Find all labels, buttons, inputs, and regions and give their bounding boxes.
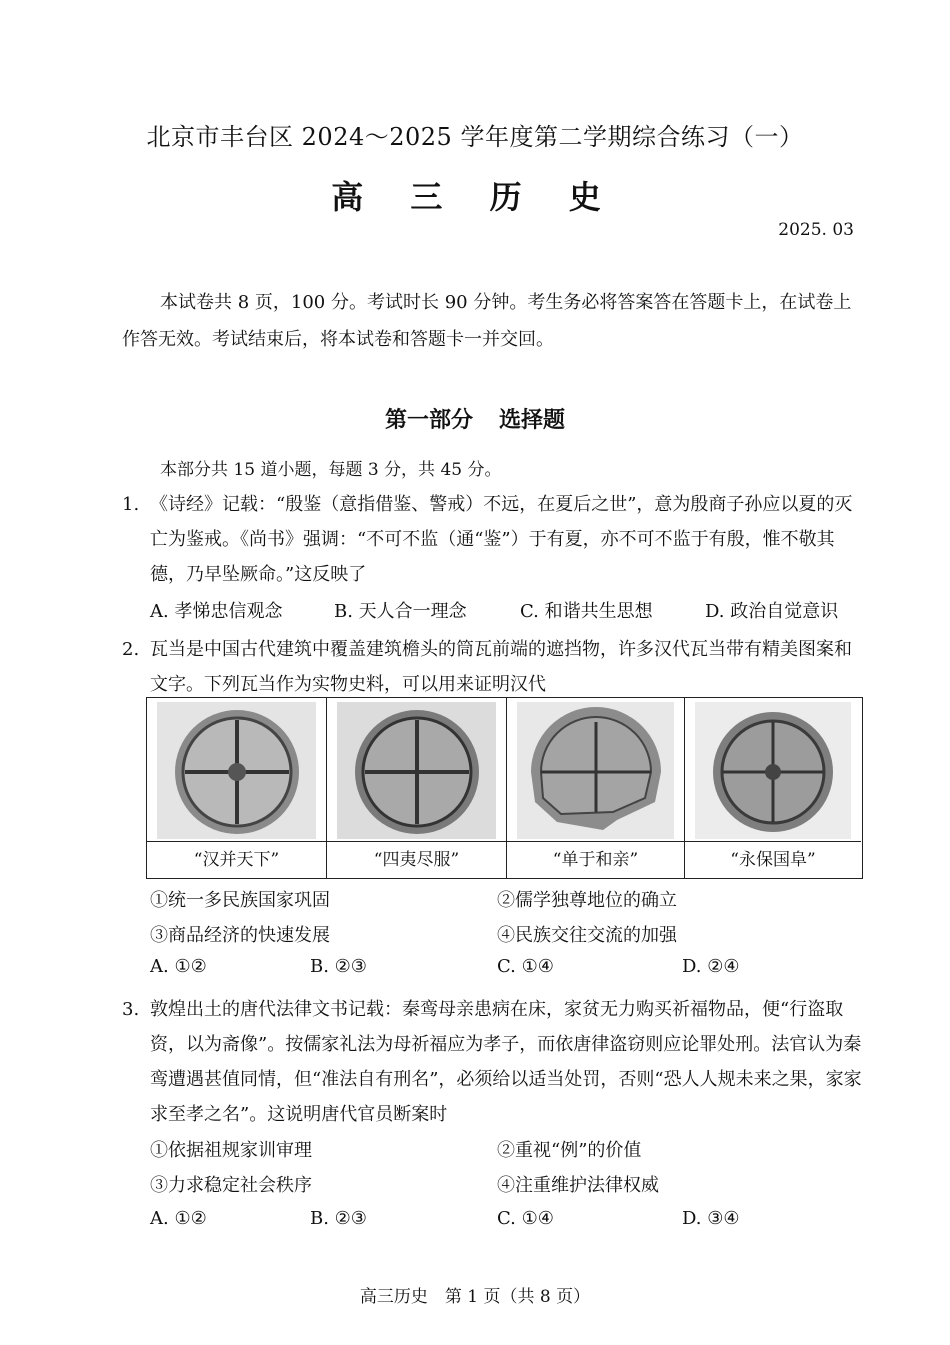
option-d: D. ③④: [682, 1208, 740, 1229]
option-b: B. ②③: [310, 1208, 367, 1229]
tile-end-cell: [507, 698, 685, 878]
section-title: [0, 403, 950, 434]
page-footer: 高三历史 第 1 页（共 8 页）: [359, 1287, 591, 1307]
question-3-options: [150, 1208, 862, 1232]
tile-end-caption: “永保国阜”: [685, 841, 861, 878]
option-c: C. ①④: [497, 956, 554, 977]
question-number: 2.: [122, 639, 140, 660]
tile-end-cell: [327, 698, 507, 878]
tile-end-image: [157, 702, 316, 839]
item-4: ④注重维护法律权威: [497, 1175, 659, 1196]
option-d: D. ②④: [682, 956, 740, 977]
tile-end-image: [337, 702, 496, 839]
item-1: ①统一多民族国家巩固: [150, 890, 330, 911]
item-4: ④民族交往交流的加强: [497, 925, 677, 946]
exam-title: 北京市丰台区 2024～2025 学年度第二学期综合练习（一）: [146, 123, 804, 151]
tile-end-caption: “四夷尽服”: [327, 841, 506, 878]
section-note: 本部分共 15 道小题，每题 3 分，共 45 分。: [160, 460, 502, 480]
question-1: [122, 487, 862, 592]
question-1-options: [150, 597, 862, 621]
tile-end-table: [146, 697, 863, 879]
question-2-items: [150, 886, 862, 946]
option-d: D. 政治自觉意识: [705, 601, 839, 622]
subject-title: 高 三 历 史: [331, 178, 619, 216]
item-2: ②儒学独尊地位的确立: [497, 890, 677, 911]
question-stem: 瓦当是中国古代建筑中覆盖建筑檐头的筒瓦前端的遮挡物，许多汉代瓦当带有精美图案和文字。下列瓦当作为实物史料，可以用来证明汉代: [150, 639, 852, 695]
question-3: [122, 992, 862, 1132]
tile-end-caption: “汉并天下”: [147, 841, 326, 878]
tile-end-cell: [147, 698, 327, 878]
tile-end-caption: “单于和亲”: [507, 841, 684, 878]
item-2: ②重视“例”的价值: [497, 1140, 642, 1161]
exam-date: 2025. 03: [778, 220, 854, 240]
question-2: [122, 632, 862, 702]
item-1: ①依据祖规家训审理: [150, 1140, 312, 1161]
tile-end-image: [517, 702, 674, 839]
question-number: 1.: [122, 494, 140, 515]
question-stem: 《诗经》记载：“殷鉴（意指借鉴、警戒）不远，在夏后之世”，意为殷商子孙应以夏的灭亡为鉴戒。《尚书》强调：“不可不监（通“鉴”）于有夏，亦不可不监于有殷，惟不敬其德，乃早坠厥命。”这反映了: [150, 494, 853, 585]
option-a: A. ①②: [150, 1208, 207, 1229]
question-3-items: [150, 1136, 862, 1196]
option-c: C. 和谐共生思想: [520, 601, 653, 622]
item-3: ③商品经济的快速发展: [150, 925, 330, 946]
option-b: B. ②③: [310, 956, 367, 977]
option-a: A. ①②: [150, 956, 207, 977]
option-c: C. ①④: [497, 1208, 554, 1229]
option-a: A. 孝悌忠信观念: [150, 601, 283, 622]
section-part: 第一部分: [384, 407, 473, 433]
question-number: 3.: [122, 999, 140, 1020]
option-b: B. 天人合一理念: [334, 601, 467, 622]
tile-end-image: [695, 702, 851, 839]
tile-end-cell: [685, 698, 861, 878]
exam-instructions: 本试卷共 8 页，100 分。考试时长 90 分钟。考生务必将答案答在答题卡上，在试卷上作答无效。考试结束后，将本试卷和答题卡一并交回。: [122, 292, 852, 350]
item-3: ③力求稳定社会秩序: [150, 1175, 312, 1196]
section-name: 选择题: [499, 407, 566, 433]
question-stem: 敦煌出土的唐代法律文书记载：秦鸾母亲患病在床，家贫无力购买祈福物品，便“行盗取资，以为斋像”。按儒家礼法为母祈福应为孝子，而依唐律盗窃则应论罪处刑。法官认为秦鸾遭遇甚值同情，但“准法自有刑名”，必须给以适当处罚，否则“恐人人规未来之果，家家求至孝之名”。这说明唐代官员断案时: [150, 999, 862, 1125]
question-2-options: [150, 956, 862, 980]
